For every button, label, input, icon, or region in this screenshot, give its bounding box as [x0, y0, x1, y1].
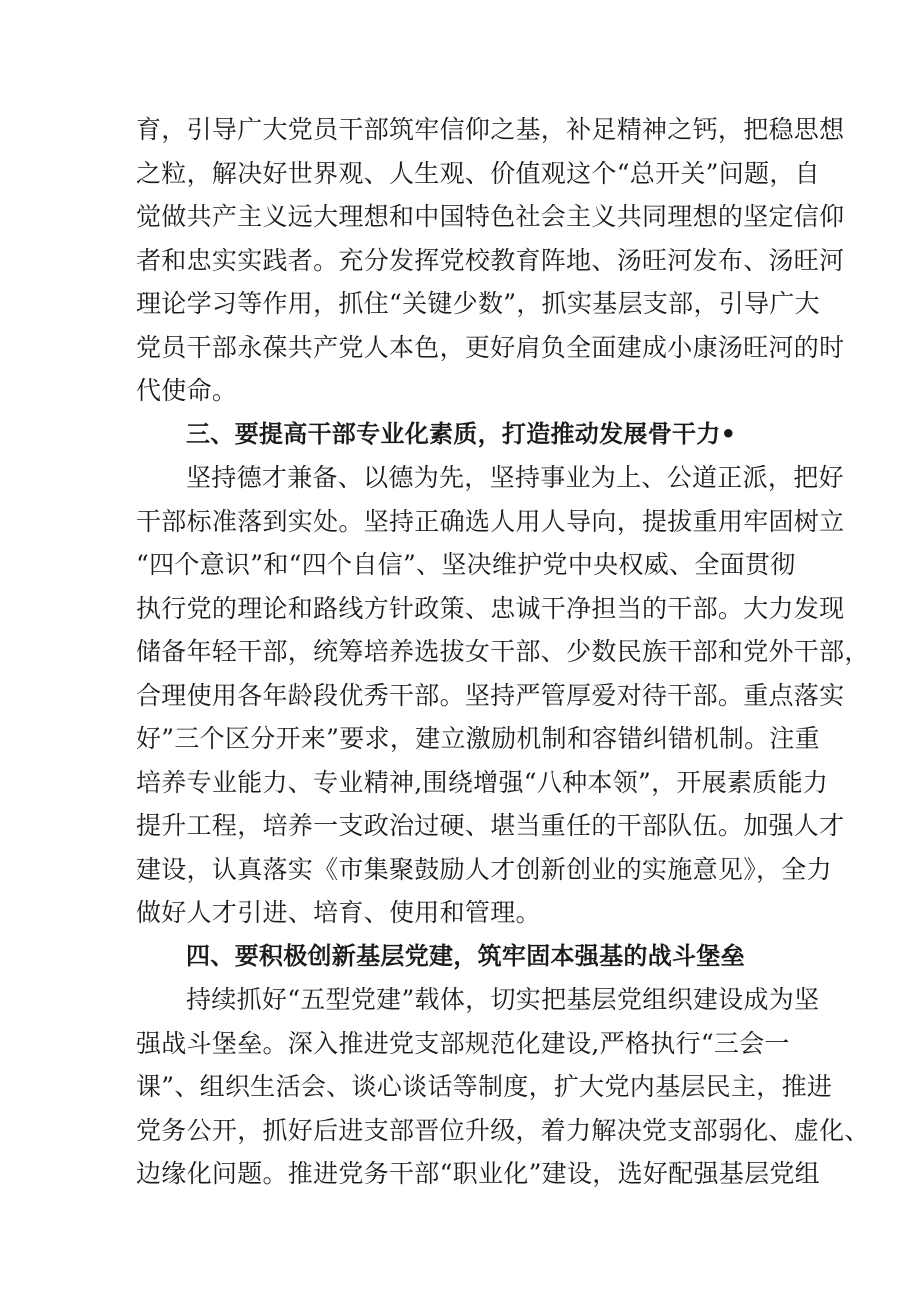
heading-text: 三、要提高干部专业化素质，打造推动发展骨干力•: [186, 419, 737, 448]
text-line: 干部标准落到实处。坚持正确选人用人导向，提拔重用牢固树立: [136, 506, 845, 536]
section-heading: [136, 935, 794, 979]
text-line: 者和忠实实践者。充分发挥党校教育阵地、汤旺河发布、汤旺河: [136, 245, 845, 275]
text-line: 坚持德才兼备、以德为先，坚持事业为上、公道正派，把好: [186, 463, 844, 492]
text-line: 提升工程，培养一支政治过硬、堪当重任的干部队伍。加强人才: [136, 811, 845, 840]
text-line: 好”三个区分开来”要求，建立激励机制和容错纠错机制。注重: [136, 724, 820, 753]
text-line: 做好人才引进、培育、使用和管理。: [136, 898, 541, 927]
text-line: 储备年轻干部，统筹培养选拔女干部、少数民族干部和党外干部，: [136, 637, 870, 666]
text-line: 合理使用各年龄段优秀干部。坚持严管厚爱对待干部。重点落实: [136, 680, 845, 710]
text-line: “四个意识”和“四个自信”、坚决维护党中央权威、全面贯彻: [136, 550, 796, 579]
section-heading: [136, 413, 794, 457]
heading-text: 四、要积极创新基层党建，筑牢固本强基的战斗堡垒: [186, 941, 745, 970]
text-line: 强战斗堡垒。深入推进党支部规范化建设,严格执行“三会一: [136, 1028, 790, 1058]
body-paragraph: [136, 978, 870, 1196]
text-line: 课”、组织生活会、谈心谈话等制度，扩大党内基层民主，推进: [136, 1072, 833, 1101]
text-line: 理论学习等作用，抓住“关键少数”，抓实基层支部，引导广大: [136, 289, 820, 318]
body-paragraph: [136, 108, 845, 413]
text-line: 育，引导广大党员干部筑牢信仰之基，补足精神之钙，把稳思想: [136, 115, 845, 144]
text-line: 党务公开，抓好后进支部晋位升级，着力解决党支部弱化、虚化、: [136, 1115, 870, 1145]
text-line: 执行党的理论和路线方针政策、忠诚干净担当的干部。大力发现: [136, 593, 845, 623]
text-line: 边缘化问题。推进党务干部“职业化”建设，选好配强基层党组: [136, 1159, 820, 1188]
text-line: 之粒，解决好世界观、人生观、价值观这个“总开关”问题，自: [136, 158, 820, 188]
text-line: 建设，认真落实《市集聚鼓励人才创新创业的实施意见》，全力: [136, 854, 832, 884]
text-line: 培养专业能力、专业精神,围绕增强“八种本领”，开展素质能力: [136, 767, 829, 797]
text-line: 党员干部永葆共产党人本色，更好肩负全面建成小康汤旺河的时: [136, 332, 845, 362]
text-line: 代使命。: [136, 376, 238, 405]
text-line: 觉做共产主义远大理想和中国特色社会主义共同理想的坚定信仰: [136, 202, 845, 231]
body-paragraph: [136, 456, 870, 935]
text-line: 持续抓好“五型党建”载体，切实把基层党组织建设成为坚: [186, 985, 820, 1014]
